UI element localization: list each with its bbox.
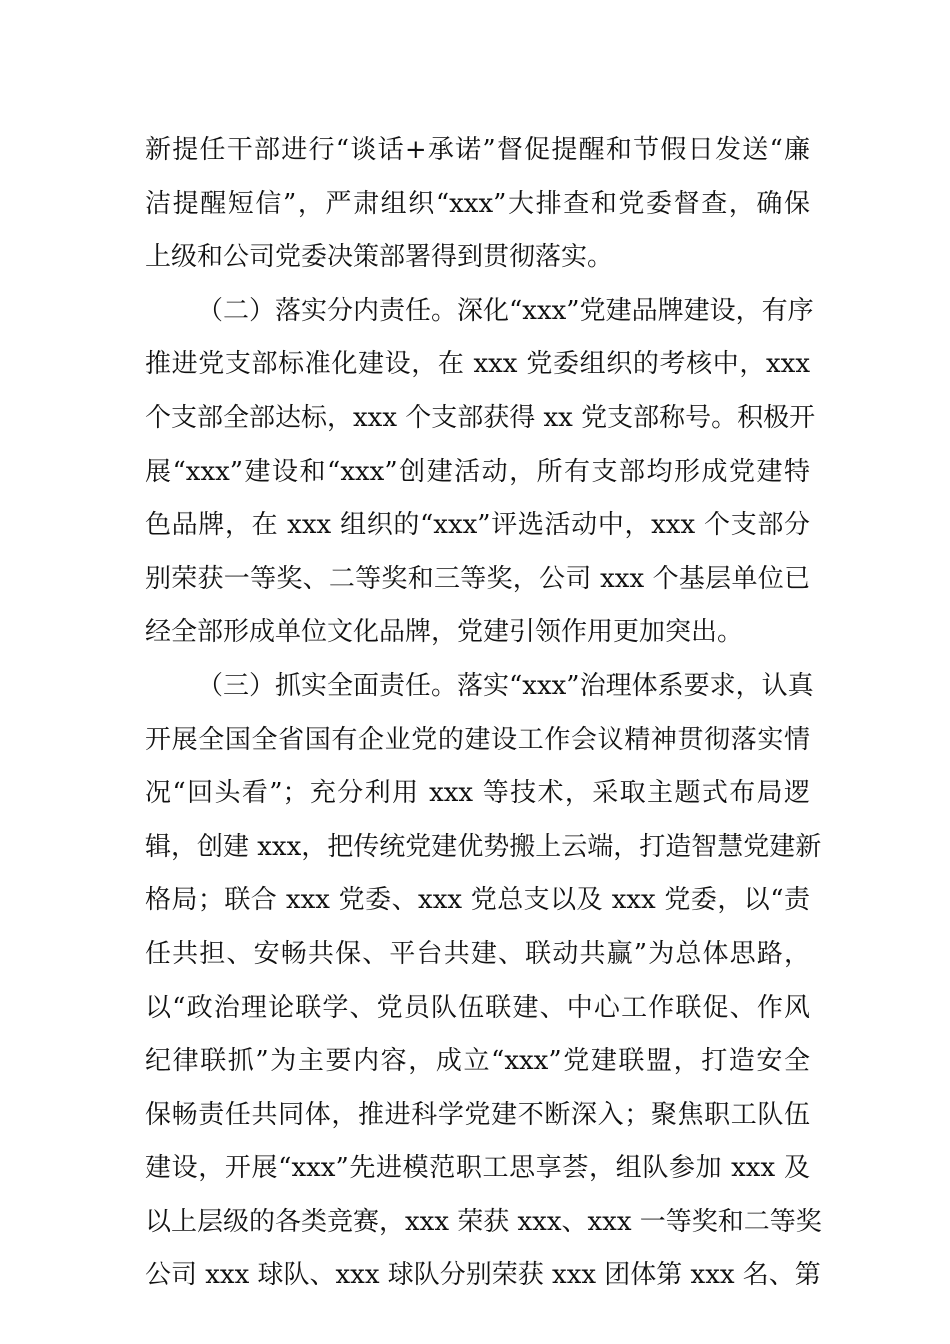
text-line: 展“xxx”建设和“xxx”创建活动，所有支部均形成党建特 xyxy=(145,456,810,487)
paragraph-start-line: （三）抓实全面责任。落实“xxx”治理体系要求，认真 xyxy=(197,670,814,701)
text-line: 况“回头看”；充分利用 xxx 等技术，采取主题式布局逻 xyxy=(145,778,810,809)
text-line: 个支部全部达标，xxx 个支部获得 xx 党支部称号。积极开 xyxy=(145,402,816,433)
text-line: 洁提醒短信”，严肃组织“xxx”大排查和党委督查，确保 xyxy=(145,188,810,219)
text-line: 推进党支部标准化建设，在 xxx 党委组织的考核中，xxx xyxy=(145,349,810,380)
text-line: 保畅责任共同体，推进科学党建不断深入；聚焦职工队伍 xyxy=(145,1099,810,1130)
text-line: 建设，开展“xxx”先进模范职工思享荟，组队参加 xxx 及 xyxy=(145,1153,810,1184)
text-line: 色品牌，在 xxx 组织的“xxx”评选活动中，xxx 个支部分 xyxy=(145,510,810,541)
text-line: 经全部形成单位文化品牌，党建引领作用更加突出。 xyxy=(145,617,744,648)
text-line: 上级和公司党委决策部署得到贯彻落实。 xyxy=(145,242,614,273)
text-line: 新提任干部进行“谈话+承诺”督促提醒和节假日发送“廉 xyxy=(145,135,810,165)
document-body xyxy=(145,124,822,1303)
text-line: 以上层级的各类竞赛，xxx 荣获 xxx、xxx 一等奖和二等奖 xyxy=(145,1206,822,1237)
paragraph-start-line: （二）落实分内责任。深化“xxx”党建品牌建设，有序 xyxy=(197,295,814,326)
text-line: 开展全国全省国有企业党的建设工作会议精神贯彻落实情 xyxy=(145,724,810,755)
text-line: 辑，创建 xxx，把传统党建优势搬上云端，打造智慧党建新 xyxy=(145,831,822,862)
text-line: 格局；联合 xxx 党委、xxx 党总支以及 xxx 党委，以“责 xyxy=(145,885,810,916)
text-line: 以“政治理论联学、党员队伍联建、中心工作联促、作风 xyxy=(145,992,810,1023)
text-line: 纪律联抓”为主要内容，成立“xxx”党建联盟，打造安全 xyxy=(145,1046,810,1077)
text-line: 别荣获一等奖、二等奖和三等奖，公司 xxx 个基层单位已 xyxy=(145,563,810,594)
text-line: 任共担、安畅共保、平台共建、联动共赢”为总体思路， xyxy=(145,938,810,969)
text-line: 公司 xxx 球队、xxx 球队分别荣获 xxx 团体第 xxx 名、第 xyxy=(145,1260,821,1291)
